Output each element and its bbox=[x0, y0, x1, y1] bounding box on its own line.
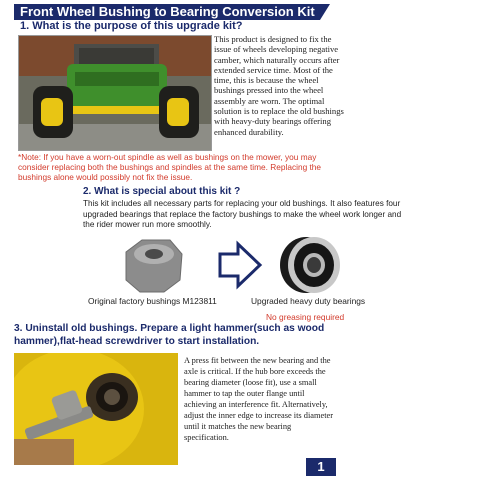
section1-note: *Note: If you have a worn-out spindle as well as bushings on the mower, you may consider replacing both the bushings and spindles at the same time. Replacing the bushings alone would possibly not fix the issue. bbox=[18, 152, 322, 182]
section3-text: A press fit between the new bearing and the axle is critical. If the hub bore exceeds the bearing diameter (loose fit), use a small hammer to tap the outer flange until achieving an interference fit. Alternatively, adjust the inner edge to increase its diameter until it matches the new bearing specification. bbox=[184, 356, 334, 442]
caption-upgraded-bearings: Upgraded heavy duty bearings bbox=[251, 296, 366, 306]
section1-heading: 1. What is the purpose of this upgrade kit? bbox=[20, 20, 243, 32]
arrow-right-icon bbox=[220, 244, 260, 286]
section1-text: This product is designed to fix the issue of wheels developing negative camber, which naturally occurs after extended service time. Most of the time, this is because the wheel bushings pressed into the wheel assembly are worn. The optimal solution is to replace the old bushings with heavy-duty bearings offering enhanced durability. bbox=[214, 34, 344, 137]
page-number: 1 bbox=[306, 458, 336, 476]
section3-heading: 3. Uninstall old bushings. Prepare a light hammer(such as wood hammer),flat-head screwdriver to start installation. bbox=[14, 323, 325, 347]
mower-photo bbox=[18, 35, 212, 151]
page-title: Front Wheel Bushing to Bearing Conversion Kit bbox=[14, 4, 320, 20]
section2-heading: 2. What is special about this kit ? bbox=[83, 186, 241, 197]
parts-illustration bbox=[120, 234, 360, 296]
bearing-icon bbox=[280, 237, 340, 293]
section2-text: This kit includes all necessary parts for replacing your old bushings. It also features four upgraded bearings that replace the factory bushings to make the wheel work longer and the rider mower run more smoothly. bbox=[83, 199, 402, 229]
hub-installation-photo bbox=[14, 353, 178, 465]
caption-original-bushings: Original factory bushings M123811 bbox=[88, 296, 217, 306]
caption-no-grease: No greasing required bbox=[266, 312, 345, 322]
old-bushing-icon bbox=[126, 240, 182, 292]
